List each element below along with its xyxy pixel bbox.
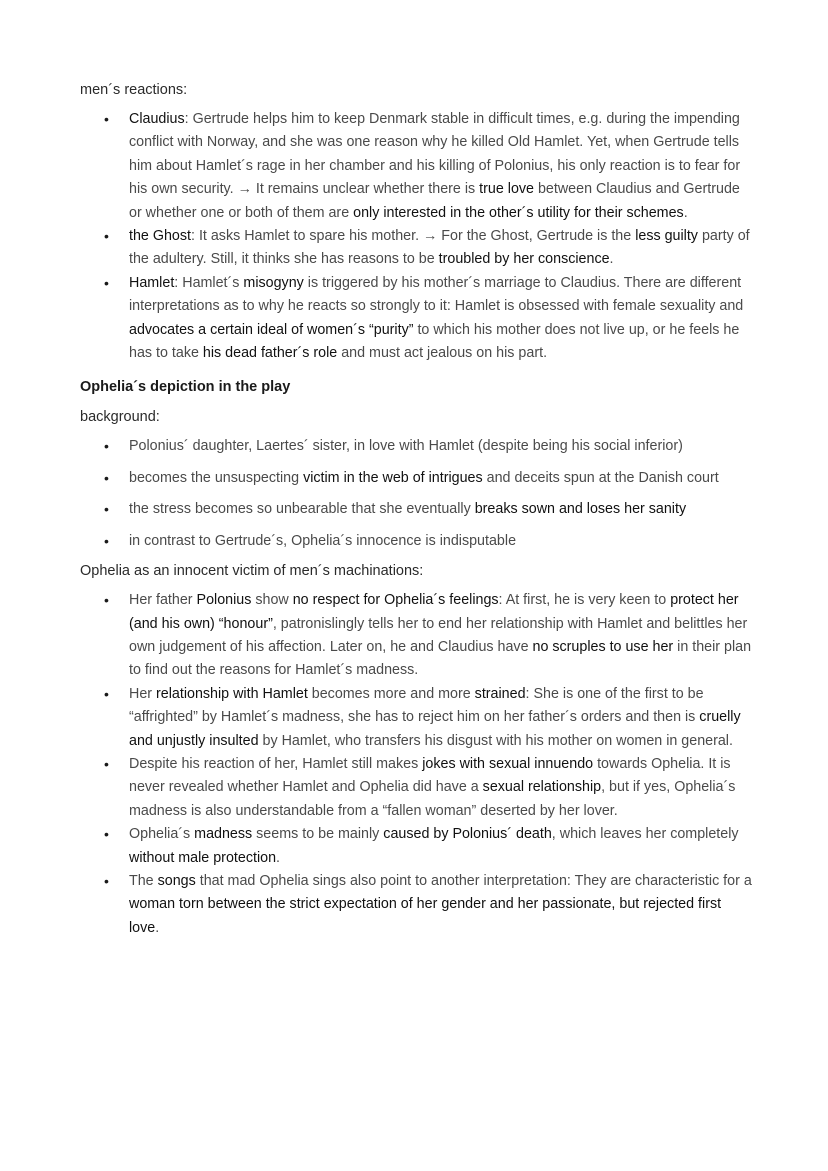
bullet-icon: • (104, 592, 109, 609)
text-run: : At first, he is very keen to (498, 592, 671, 609)
text-run: : Hamlet´s (174, 274, 244, 291)
emphasized-text: no respect for Ophelia´s feelings (292, 592, 499, 609)
bullet-icon: • (104, 826, 109, 843)
emphasized-text: the Ghost (129, 228, 191, 245)
emphasized-text: only interested in the other´s utility for their schemes (353, 204, 684, 221)
text-run: . (609, 251, 614, 268)
text-run: . (683, 204, 688, 221)
text-run: The (129, 872, 158, 889)
emphasized-text: his dead father´s role (202, 345, 338, 362)
list-item (80, 498, 752, 521)
text-run: : Gertrude helps him to keep Denmark stable in difficult times, e.g. during the impending conflict with Norway, and she was one reason why he killed Old Hamlet. Yet, when Gertrude tells him about Hamlet´s rage in her chamber and his killing of Polonius, his only reaction is to fear for his own security. → It remains unclear whether there is (129, 111, 741, 198)
bullet-icon: • (104, 469, 109, 486)
emphasized-text: true love (479, 181, 534, 198)
document-page (80, 80, 752, 946)
emphasized-text: Polonius (196, 592, 252, 609)
text-run: party of the adultery. Still, it thinks she has reasons to be (129, 228, 750, 268)
men-reactions-list (80, 108, 752, 365)
text-run: to which his mother does not live up, or he feels he has to take (129, 321, 740, 362)
text-run: . (155, 919, 160, 936)
text-run: in their plan to find out the reasons for Hamlet´s madness. (129, 638, 752, 679)
text-run: Ophelia´s (129, 826, 195, 843)
text-run: becomes more and more (307, 685, 475, 702)
text-run: and deceits spun at the Danish court (482, 469, 719, 486)
list-item (80, 823, 752, 870)
victim-label: Ophelia as an innocent victim of men´s machinations: (80, 563, 424, 580)
bullet-icon: • (104, 438, 109, 455)
text-run: Her (129, 685, 157, 702)
text-run: Polonius´ daughter, Laertes´ sister, in love with Hamlet (despite being his social inferior) (129, 438, 683, 455)
emphasized-text: breaks sown and loses her sanity (474, 501, 687, 518)
background-list (80, 435, 752, 553)
bullet-icon: • (104, 532, 109, 549)
list-item (80, 225, 752, 272)
text-run: Her father (129, 592, 197, 609)
text-run: : She is one of the first to be “affrighted” by Hamlet´s madness, she has to reject him on her father´s orders and then is (129, 685, 704, 726)
emphasized-text: strained (474, 685, 526, 702)
emphasized-text: Claudius (129, 111, 185, 127)
text-run: seems to be mainly (252, 826, 384, 843)
text-run: in contrast to Gertrude´s, Ophelia´s innocence is indisputable (129, 532, 517, 549)
emphasized-text: protect her (and his own) “honour” (129, 592, 739, 632)
emphasized-text: caused by Polonius´ death (383, 826, 552, 843)
emphasized-text: advocates a certain ideal of women´s “purity” (129, 321, 414, 338)
bullet-icon: • (104, 274, 109, 291)
men-reactions-label: men´s reactions: (80, 82, 188, 98)
emphasized-text: cruelly and unjustly insulted (129, 709, 741, 749)
emphasized-text: Hamlet (129, 274, 175, 291)
text-run: : It asks Hamlet to spare his mother. → For the Ghost, Gertrude is the (191, 228, 636, 245)
emphasized-text: less guilty (635, 228, 698, 245)
bullet-icon: • (104, 872, 109, 889)
list-item (80, 589, 752, 683)
victim-list (80, 589, 752, 940)
list-item (80, 530, 752, 553)
emphasized-text: without male protection (129, 849, 277, 866)
list-item (80, 272, 752, 366)
text-run: that mad Ophelia sings also point to another interpretation: They are characteristic for a (195, 872, 752, 889)
list-item (80, 683, 752, 753)
list-item (80, 467, 752, 490)
emphasized-text: victim in the web of intrigues (303, 469, 483, 486)
background-label: background: (80, 409, 160, 426)
bullet-icon: • (104, 501, 109, 518)
emphasized-text: relationship with Hamlet (156, 685, 308, 702)
emphasized-text: sexual relationship (482, 779, 602, 796)
text-run: towards Ophelia. It is never revealed whether Hamlet and Ophelia did have a (129, 755, 731, 796)
text-run: the stress becomes so unbearable that she eventually (129, 501, 475, 518)
list-item (80, 753, 752, 823)
bullet-icon: • (104, 111, 109, 127)
text-run: is triggered by his mother´s marriage to Claudius. There are different interpretations as to why he reacts so strongly to it: Hamlet is obsessed with female sexuality and (129, 274, 744, 315)
emphasized-text: songs (157, 872, 196, 889)
list-item (80, 108, 752, 225)
emphasized-text: no scruples to use her (532, 638, 674, 655)
text-run: , but if yes, Ophelia´s madness is also understandable from a “fallen woman” deserted by her lover. (129, 779, 736, 819)
text-run: show (251, 592, 293, 609)
emphasized-text: woman torn between the strict expectation of her gender and her passionate, but rejected first love (129, 896, 722, 936)
text-run: by Hamlet, who transfers his disgust with his mother on women in general. (258, 732, 733, 749)
bullet-icon: • (104, 685, 109, 702)
text-run: becomes the unsuspecting (129, 469, 304, 486)
text-run: between Claudius and Gertrude or whether one or both of them are (129, 181, 740, 221)
bullet-icon: • (104, 228, 109, 245)
text-run: , which leaves her completely (551, 826, 739, 843)
ophelia-section-heading: Ophelia´s depiction in the play (80, 379, 291, 396)
emphasized-text: jokes with sexual innuendo (422, 755, 594, 772)
text-run: , patronislingly tells her to end her relationship with Hamlet and belittles her own judgement of his affection. Later on, he and Claudius have (129, 615, 748, 655)
emphasized-text: misogyny (243, 274, 304, 291)
emphasized-text: madness (194, 826, 253, 843)
list-item (80, 435, 752, 458)
text-run: and must act jealous on his part. (337, 345, 548, 362)
list-item (80, 870, 752, 940)
emphasized-text: troubled by her conscience (438, 251, 610, 268)
text-run: . (276, 849, 281, 866)
text-run: Despite his reaction of her, Hamlet still makes (129, 755, 423, 772)
bullet-icon: • (104, 755, 109, 772)
